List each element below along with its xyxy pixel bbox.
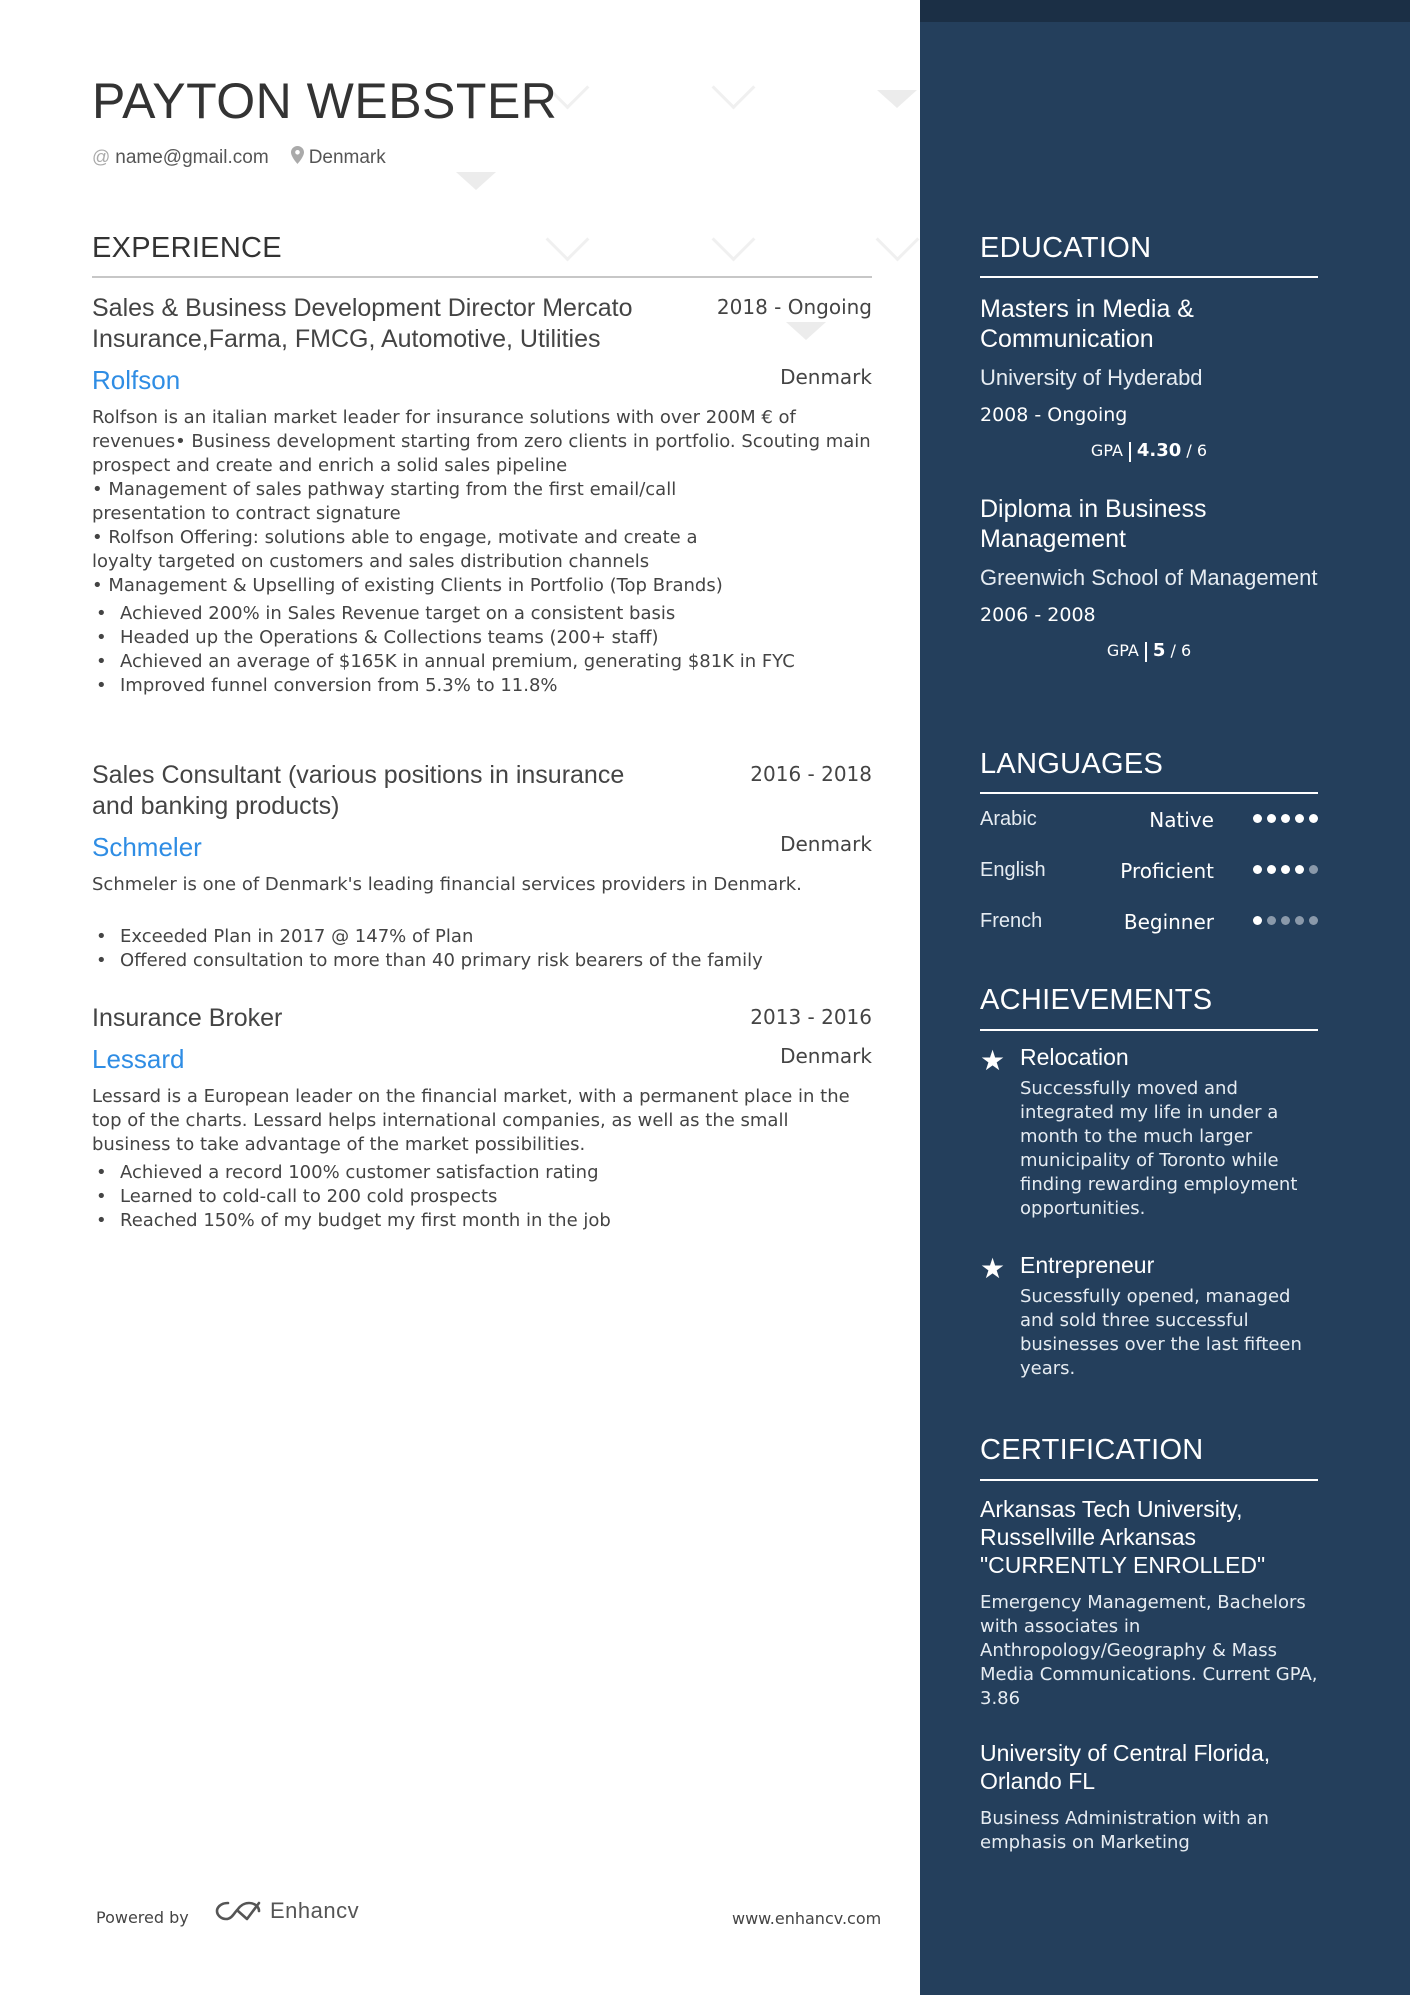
languages-heading: LANGUAGES	[980, 748, 1164, 780]
degree-title: Diploma in Business Management	[980, 495, 1207, 553]
list-item: • Achieved an average of $165K in annual premium, generating $81K in FYC	[92, 650, 872, 674]
gpa-label: GPA	[1106, 641, 1139, 660]
certification-description: Emergency Management, Bachelors with associates in Anthropology/Geography & Mass Media Communications. Current GPA, 3.86	[980, 1592, 1318, 1709]
rating-dot-filled	[1281, 865, 1290, 874]
language-level: Proficient	[1120, 859, 1214, 883]
list-item: • Offered consultation to more than 40 primary risk bearers of the family	[92, 949, 872, 973]
language-rating	[1253, 916, 1318, 925]
rating-dot-empty	[1295, 916, 1304, 925]
company-name: Lessard	[92, 1044, 185, 1074]
education-entry	[980, 294, 1320, 462]
language-name: Arabic	[980, 808, 1037, 830]
sidebar	[920, 0, 1410, 1995]
language-name: English	[980, 859, 1046, 881]
enhancv-brand: Enhancv	[270, 1898, 360, 1923]
rating-dot-filled	[1295, 814, 1304, 823]
job-location: Denmark	[780, 365, 872, 389]
powered-by-label: Powered by	[96, 1908, 189, 1927]
certification-entry	[980, 1739, 1320, 1855]
rating-dot-empty	[1267, 916, 1276, 925]
star-icon: ★	[980, 1044, 1006, 1077]
sidebar-top-band	[920, 0, 1410, 22]
location-text: Denmark	[308, 146, 386, 168]
rating-dot-filled	[1253, 814, 1262, 823]
gpa	[980, 440, 1318, 462]
language-row	[980, 859, 1318, 889]
rating-dot-filled	[1253, 865, 1262, 874]
achievement-list	[92, 925, 872, 973]
job-title: Sales Consultant (various positions in insurance and banking products)	[92, 761, 625, 820]
section-divider	[92, 276, 872, 278]
job-title: Insurance Broker	[92, 1004, 283, 1032]
job-description: Schmeler is one of Denmark's leading financial services providers in Denmark.	[92, 874, 802, 895]
company-name: Rolfson	[92, 365, 181, 395]
list-item: • Achieved 200% in Sales Revenue target on a consistent basis	[92, 602, 872, 626]
education-years: 2008 - Ongoing	[980, 404, 1128, 426]
language-row	[980, 910, 1318, 940]
education-years: 2006 - 2008	[980, 604, 1096, 626]
gpa	[980, 640, 1318, 662]
list-item: • Learned to cold-call to 200 cold prospects	[92, 1185, 872, 1209]
candidate-name: PAYTON WEBSTER	[92, 73, 558, 129]
experience-entry	[92, 760, 872, 973]
certification-description: Business Administration with an emphasis on Marketing	[980, 1808, 1269, 1853]
degree-title: Masters in Media & Communication	[980, 295, 1194, 353]
section-divider	[980, 276, 1318, 278]
decorative-chevron	[876, 218, 920, 262]
certification-name: University of Central Florida, Orlando FL	[980, 1740, 1271, 1794]
enhancv-logo[interactable]	[214, 1898, 359, 1924]
certification-name: Arkansas Tech University, Russellville Arkansas "CURRENTLY ENROLLED"	[980, 1496, 1266, 1578]
list-item: • Reached 150% of my budget my first month in the job	[92, 1209, 872, 1233]
list-item: • Exceeded Plan in 2017 @ 147% of Plan	[92, 925, 872, 949]
rating-dot-filled	[1309, 814, 1318, 823]
experience-entry	[92, 293, 872, 698]
achievement-title: Relocation	[1020, 1044, 1129, 1070]
job-title: Sales & Business Development Director Mercato Insurance,Farma, FMCG, Automotive, Utilities	[92, 294, 633, 353]
footer-url-link[interactable]: www.enhancv.com	[732, 1909, 882, 1928]
job-description: Rolfson is an italian market leader for insurance solutions with over 200M € of revenues• Business development starting from zero clients in portfolio. Scouting main prospect and create and enrich a solid sales pipeline • Management of sales pathway starting from the first email/call presentation to contract signature • Rolfson Offering: solutions able to engage, motivate and create a loyalty targeted on customers and sales distribution channels • Management & Upselling of existing Clients in Portfolio (Top Brands)	[92, 407, 871, 596]
language-level: Beginner	[1123, 910, 1214, 934]
gpa-value: 5	[1152, 640, 1166, 661]
achievement-description: Sucessfully opened, managed and sold three successful businesses over the last fifteen years.	[1020, 1286, 1302, 1379]
certification-heading: CERTIFICATION	[980, 1434, 1204, 1466]
achievement-list	[92, 1161, 872, 1233]
school-name: Greenwich School of Management	[980, 565, 1318, 590]
achievement-description: Successfully moved and integrated my life in under a month to the much larger municipality of Toronto while finding rewarding employment opportunities.	[1020, 1078, 1298, 1219]
decorative-triangle	[877, 90, 917, 108]
rating-dot-filled	[1267, 865, 1276, 874]
email-text: name@gmail.com	[115, 146, 269, 168]
decorative-chevron	[712, 66, 756, 110]
experience-entry	[92, 1003, 872, 1233]
decorative-chevron	[546, 218, 590, 262]
rating-dot-empty	[1309, 916, 1318, 925]
job-description: Lessard is a European leader on the financial market, with a permanent place in the top of the charts. Lessard helps international companies, as well as the small business to take advantage of the market possibilities.	[92, 1086, 850, 1155]
achievement-entry	[980, 1252, 1318, 1381]
decorative-triangle	[456, 172, 496, 190]
list-item: • Headed up the Operations & Collections teams (200+ staff)	[92, 626, 872, 650]
decorative-chevron	[712, 218, 756, 262]
achievement-entry	[980, 1044, 1318, 1221]
achievement-list	[92, 602, 872, 698]
school-name: University of Hyderabd	[980, 365, 1203, 390]
certification-entry	[980, 1495, 1320, 1711]
job-date: 2016 - 2018	[750, 762, 872, 786]
list-item: • Improved funnel conversion from 5.3% to 11.8%	[92, 674, 872, 698]
gpa-max: / 6	[1170, 641, 1192, 660]
education-entry	[980, 494, 1320, 662]
job-location: Denmark	[780, 832, 872, 856]
contact-info	[92, 146, 386, 169]
section-divider	[980, 1029, 1318, 1031]
gpa-max: / 6	[1186, 441, 1208, 460]
rating-dot-filled	[1295, 865, 1304, 874]
language-rating	[1253, 865, 1318, 874]
job-date: 2018 - Ongoing	[716, 295, 872, 319]
job-date: 2013 - 2016	[750, 1005, 872, 1029]
rating-dot-filled	[1281, 814, 1290, 823]
education-heading: EDUCATION	[980, 232, 1152, 264]
gpa-value: 4.30	[1136, 440, 1182, 461]
experience-heading: EXPERIENCE	[92, 232, 282, 264]
map-pin-icon	[291, 146, 304, 169]
achievement-title: Entrepreneur	[1020, 1252, 1155, 1278]
list-item: • Achieved a record 100% customer satisfaction rating	[92, 1161, 872, 1185]
section-divider	[980, 792, 1318, 794]
rating-dot-empty	[1309, 865, 1318, 874]
language-row	[980, 808, 1318, 838]
rating-dot-empty	[1281, 916, 1290, 925]
language-level: Native	[1149, 808, 1214, 832]
section-divider	[980, 1479, 1318, 1481]
language-rating	[1253, 814, 1318, 823]
at-icon: @	[92, 147, 111, 167]
rating-dot-filled	[1253, 916, 1262, 925]
achievements-heading: ACHIEVEMENTS	[980, 984, 1213, 1016]
rating-dot-filled	[1267, 814, 1276, 823]
gpa-label: GPA	[1090, 441, 1123, 460]
company-name: Schmeler	[92, 832, 202, 862]
enhancv-logo-icon	[214, 1899, 262, 1923]
language-name: French	[980, 910, 1043, 932]
star-icon: ★	[980, 1252, 1006, 1285]
job-location: Denmark	[780, 1044, 872, 1068]
